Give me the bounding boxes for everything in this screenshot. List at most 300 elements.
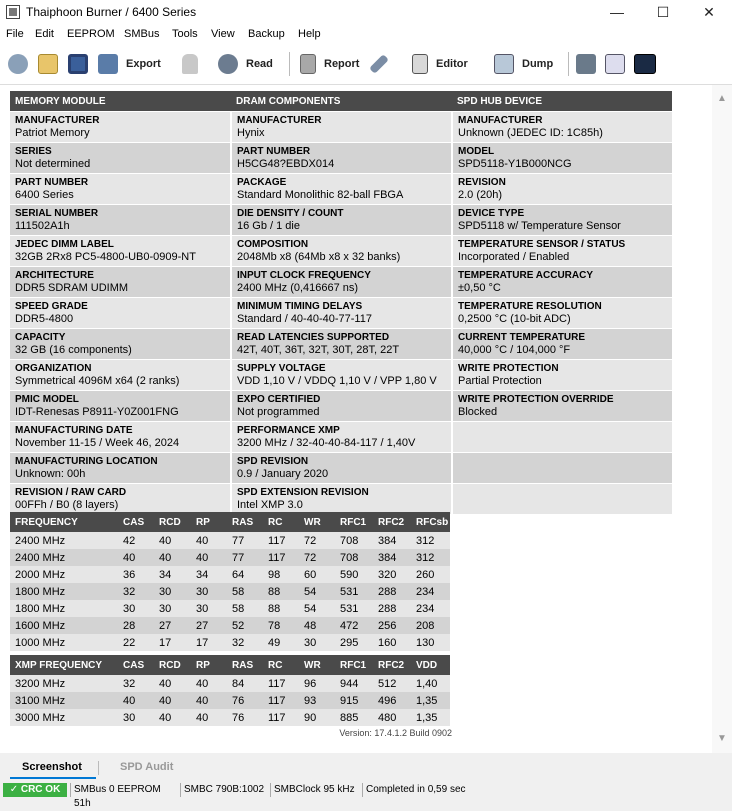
field-label: ARCHITECTURE bbox=[15, 270, 94, 281]
jedec-timings-table bbox=[10, 512, 450, 651]
table-cell: 58 bbox=[227, 583, 263, 600]
menu-tools[interactable]: Tools bbox=[172, 28, 198, 40]
xmp-row bbox=[10, 675, 450, 692]
export-button[interactable]: Export bbox=[98, 52, 161, 76]
timing-row bbox=[10, 549, 450, 566]
field-value: 16 Gb / 1 die bbox=[237, 220, 300, 232]
table-cell: 77 bbox=[227, 549, 263, 566]
tab-spd-audit[interactable]: SPD Audit bbox=[120, 761, 174, 773]
field-value: SPD5118-Y1B000NCG bbox=[458, 158, 572, 170]
table-cell: 90 bbox=[299, 709, 335, 726]
cog-icon bbox=[8, 54, 28, 74]
table-cell: 3100 MHz bbox=[10, 692, 118, 709]
table-cell: 2400 MHz bbox=[10, 549, 118, 566]
table-cell: 36 bbox=[118, 566, 154, 583]
table-cell: 34 bbox=[154, 566, 191, 583]
smbus-status: SMBus 0 EEPROM 51h bbox=[70, 783, 178, 797]
table-cell: 30 bbox=[191, 600, 227, 617]
table-cell: 32 bbox=[118, 583, 154, 600]
spd-cell bbox=[10, 360, 231, 391]
completion-status: Completed in 0,59 sec bbox=[362, 783, 728, 797]
monitor-button[interactable] bbox=[634, 52, 656, 76]
column-header: RFC2 bbox=[373, 655, 411, 675]
table-cell: 76 bbox=[227, 692, 263, 709]
spd-cell bbox=[452, 112, 672, 143]
spd-cell bbox=[231, 205, 452, 236]
table-cell: 885 bbox=[335, 709, 373, 726]
column-header: RFCsb bbox=[411, 512, 450, 532]
report-panel bbox=[0, 85, 712, 753]
spd-cell bbox=[10, 205, 231, 236]
field-value: Standard Monolithic 82-ball FBGA bbox=[237, 189, 404, 201]
maximize-button[interactable]: ☐ bbox=[656, 4, 670, 20]
field-label: WRITE PROTECTION bbox=[458, 363, 559, 374]
table-cell: 88 bbox=[263, 583, 299, 600]
spd-cell bbox=[10, 143, 231, 174]
table-cell: 288 bbox=[373, 600, 411, 617]
spd-row bbox=[10, 360, 672, 391]
field-value: Partial Protection bbox=[458, 375, 542, 387]
folder-icon bbox=[38, 54, 58, 74]
table-cell: 40 bbox=[191, 532, 227, 549]
field-label: WRITE PROTECTION OVERRIDE bbox=[458, 394, 614, 405]
spd-cell bbox=[231, 174, 452, 205]
table-cell: 1800 MHz bbox=[10, 600, 118, 617]
field-value: Blocked bbox=[458, 406, 498, 418]
version-label: Version: 17.4.1.2 Build 0902 bbox=[339, 728, 452, 738]
table-cell: 40 bbox=[191, 675, 227, 692]
spd-cell bbox=[231, 143, 452, 174]
field-label: REVISION / RAW CARD bbox=[15, 487, 127, 498]
spd-cell bbox=[231, 360, 452, 391]
field-value: Standard / 40-40-40-77-117 bbox=[237, 313, 372, 325]
table-cell: 384 bbox=[373, 549, 411, 566]
column-header: RP bbox=[191, 655, 227, 675]
toolbar-separator bbox=[289, 52, 290, 76]
table-cell: 708 bbox=[335, 549, 373, 566]
field-value: 111502A1h bbox=[15, 220, 70, 232]
column-header: RAS bbox=[227, 512, 263, 532]
spd-row bbox=[10, 236, 672, 267]
spd-cell bbox=[10, 298, 231, 329]
field-value: Unknown: 00h bbox=[15, 468, 86, 480]
table-cell: 30 bbox=[191, 583, 227, 600]
table-cell: 3000 MHz bbox=[10, 709, 118, 726]
lock-button[interactable] bbox=[182, 52, 198, 76]
table-cell: 17 bbox=[154, 634, 191, 651]
spd-cell bbox=[10, 453, 231, 484]
field-value: Symmetrical 4096M x64 (2 ranks) bbox=[15, 375, 180, 387]
field-value: Not determined bbox=[15, 158, 91, 170]
wrench-icon bbox=[369, 54, 389, 74]
field-value: 32 GB (16 components) bbox=[15, 344, 132, 356]
menu-help[interactable]: Help bbox=[298, 28, 321, 40]
table-cell: 58 bbox=[227, 600, 263, 617]
table-cell: 40 bbox=[191, 692, 227, 709]
field-label: MANUFACTURER bbox=[15, 115, 100, 126]
column-header: RFC1 bbox=[335, 655, 373, 675]
table-cell: 48 bbox=[299, 617, 335, 634]
field-value: H5CG48?EBDX014 bbox=[237, 158, 335, 170]
spd-info-table bbox=[10, 91, 672, 514]
table-cell: 1,35 bbox=[411, 692, 450, 709]
table-cell: 1800 MHz bbox=[10, 583, 118, 600]
table-cell: 260 bbox=[411, 566, 450, 583]
timing-row bbox=[10, 583, 450, 600]
menu-smbus[interactable]: SMBus bbox=[124, 28, 160, 40]
field-value: 0.9 / January 2020 bbox=[237, 468, 329, 480]
spd-cell bbox=[10, 267, 231, 298]
table-cell: 312 bbox=[411, 532, 450, 549]
field-label: CAPACITY bbox=[15, 332, 66, 343]
column-header: RFC2 bbox=[373, 512, 411, 532]
vertical-scrollbar[interactable] bbox=[712, 85, 732, 753]
spd-row bbox=[10, 298, 672, 329]
spd-cell bbox=[10, 329, 231, 360]
field-label: JEDEC DIMM LABEL bbox=[15, 239, 114, 250]
table-cell: 472 bbox=[335, 617, 373, 634]
table-cell: 40 bbox=[154, 549, 191, 566]
smbc-status: SMBC 790B:1002 bbox=[180, 783, 268, 797]
table-cell: 34 bbox=[191, 566, 227, 583]
table-cell: 72 bbox=[299, 549, 335, 566]
spd-row bbox=[10, 205, 672, 236]
spd-cell bbox=[10, 484, 231, 515]
field-label: INPUT CLOCK FREQUENCY bbox=[237, 270, 371, 281]
spd-cell bbox=[231, 484, 452, 515]
smbclock-status: SMBClock 95 kHz bbox=[270, 783, 360, 797]
timing-row bbox=[10, 617, 450, 634]
spd-cell bbox=[452, 298, 672, 329]
timing-row bbox=[10, 634, 450, 651]
spd-cell bbox=[10, 391, 231, 422]
field-label: SPD REVISION bbox=[237, 456, 309, 467]
column-header: XMP FREQUENCY bbox=[10, 655, 118, 675]
table-cell: 32 bbox=[227, 634, 263, 651]
field-label: DIE DENSITY / COUNT bbox=[237, 208, 344, 219]
tools-button[interactable] bbox=[375, 52, 383, 76]
field-label: MANUFACTURER bbox=[458, 115, 543, 126]
field-value: 2400 MHz (0,416667 ns) bbox=[237, 282, 359, 294]
spd-cell bbox=[452, 422, 672, 453]
table-cell: 496 bbox=[373, 692, 411, 709]
table-cell: 42 bbox=[118, 532, 154, 549]
spd-cell bbox=[231, 391, 452, 422]
field-label: SPD EXTENSION REVISION bbox=[237, 487, 369, 498]
field-value: 6400 Series bbox=[15, 189, 74, 201]
table-cell: 49 bbox=[263, 634, 299, 651]
bottom-tabs bbox=[0, 753, 732, 781]
field-value: Not programmed bbox=[237, 406, 320, 418]
copy-icon bbox=[605, 54, 625, 74]
table-cell: 512 bbox=[373, 675, 411, 692]
lock-icon bbox=[182, 54, 198, 74]
dump-button[interactable]: Dump bbox=[494, 52, 553, 76]
field-value: Hynix bbox=[237, 127, 265, 139]
spd-cell bbox=[10, 422, 231, 453]
minimize-button[interactable]: — bbox=[610, 4, 624, 20]
spd-cell bbox=[452, 143, 672, 174]
field-value: 00FFh / B0 (8 layers) bbox=[15, 499, 119, 511]
table-cell: 40 bbox=[191, 709, 227, 726]
spd-cell bbox=[10, 112, 231, 143]
table-cell: 3200 MHz bbox=[10, 675, 118, 692]
field-label: TEMPERATURE ACCURACY bbox=[458, 270, 593, 281]
field-value: 32GB 2Rx8 PC5-4800-UB0-0909-NT bbox=[15, 251, 196, 263]
table-cell: 2000 MHz bbox=[10, 566, 118, 583]
table-cell: 320 bbox=[373, 566, 411, 583]
floppy-icon bbox=[68, 54, 88, 74]
field-label: SERIES bbox=[15, 146, 52, 157]
table-cell: 915 bbox=[335, 692, 373, 709]
xmp-timings-table bbox=[10, 655, 450, 726]
field-value: Patriot Memory bbox=[15, 127, 90, 139]
table-cell: 54 bbox=[299, 583, 335, 600]
field-value: DDR5-4800 bbox=[15, 313, 74, 325]
spd-row bbox=[10, 391, 672, 422]
spd-cell bbox=[231, 453, 452, 484]
column-header: VDD bbox=[411, 655, 450, 675]
column-header: RCD bbox=[154, 512, 191, 532]
table-cell: 30 bbox=[118, 709, 154, 726]
table-cell: 2400 MHz bbox=[10, 532, 118, 549]
table-cell: 52 bbox=[227, 617, 263, 634]
column-header: DRAM COMPONENTS bbox=[231, 91, 452, 112]
table-cell: 40 bbox=[154, 675, 191, 692]
table-cell: 40 bbox=[118, 549, 154, 566]
spd-cell bbox=[10, 174, 231, 205]
menu-edit[interactable]: Edit bbox=[35, 28, 54, 40]
column-header: RC bbox=[263, 512, 299, 532]
field-label: DEVICE TYPE bbox=[458, 208, 525, 219]
table-cell: 1600 MHz bbox=[10, 617, 118, 634]
column-header: RC bbox=[263, 655, 299, 675]
spd-cell bbox=[452, 484, 672, 515]
table-cell: 88 bbox=[263, 600, 299, 617]
xmp-row bbox=[10, 709, 450, 726]
table-cell: 1000 MHz bbox=[10, 634, 118, 651]
hardware-button[interactable] bbox=[8, 52, 28, 76]
column-header: WR bbox=[299, 655, 335, 675]
column-header: RAS bbox=[227, 655, 263, 675]
field-value: Unknown (JEDEC ID: 1C85h) bbox=[458, 127, 603, 139]
toolbar-separator bbox=[568, 52, 569, 76]
read-icon bbox=[218, 54, 238, 74]
table-cell: 30 bbox=[299, 634, 335, 651]
menu-view[interactable]: View bbox=[211, 28, 235, 40]
field-label: MANUFACTURING DATE bbox=[15, 425, 133, 436]
app-icon bbox=[6, 5, 20, 19]
field-label: PERFORMANCE XMP bbox=[237, 425, 340, 436]
spd-cell bbox=[452, 329, 672, 360]
waveform-icon bbox=[634, 54, 656, 74]
table-cell: 208 bbox=[411, 617, 450, 634]
field-value: 2.0 (20h) bbox=[458, 189, 503, 201]
open-button[interactable] bbox=[38, 52, 58, 76]
table-cell: 40 bbox=[154, 709, 191, 726]
field-value: 2048Mb x8 (64Mb x8 x 32 banks) bbox=[237, 251, 401, 263]
export-icon bbox=[98, 54, 118, 74]
table-cell: 54 bbox=[299, 600, 335, 617]
table-cell: 590 bbox=[335, 566, 373, 583]
table-cell: 93 bbox=[299, 692, 335, 709]
close-button[interactable]: ✕ bbox=[703, 4, 715, 20]
screenshot-button[interactable] bbox=[576, 52, 596, 76]
field-value: Intel XMP 3.0 bbox=[237, 499, 303, 511]
spd-cell bbox=[452, 453, 672, 484]
timing-row bbox=[10, 566, 450, 583]
spd-row bbox=[10, 484, 672, 515]
read-button[interactable]: Read bbox=[218, 52, 273, 76]
editor-icon bbox=[412, 54, 428, 74]
table-cell: 40 bbox=[118, 692, 154, 709]
table-cell: 96 bbox=[299, 675, 335, 692]
field-label: MODEL bbox=[458, 146, 495, 157]
table-cell: 72 bbox=[299, 532, 335, 549]
column-header: RCD bbox=[154, 655, 191, 675]
spd-cell bbox=[231, 329, 452, 360]
table-cell: 1,35 bbox=[411, 709, 450, 726]
field-value: 42T, 40T, 36T, 32T, 30T, 28T, 22T bbox=[237, 344, 400, 356]
active-tab-indicator bbox=[10, 777, 96, 779]
table-cell: 78 bbox=[263, 617, 299, 634]
column-header: RFC1 bbox=[335, 512, 373, 532]
table-cell: 117 bbox=[263, 532, 299, 549]
menu-bar bbox=[0, 24, 732, 44]
table-cell: 256 bbox=[373, 617, 411, 634]
field-value: 40,000 °C / 104,000 °F bbox=[458, 344, 571, 356]
field-label: COMPOSITION bbox=[237, 239, 309, 250]
column-header: CAS bbox=[118, 655, 154, 675]
timing-row bbox=[10, 600, 450, 617]
spd-cell bbox=[231, 298, 452, 329]
field-label: PART NUMBER bbox=[237, 146, 311, 157]
spd-cell bbox=[231, 267, 452, 298]
column-header: SPD HUB DEVICE bbox=[452, 91, 672, 112]
xmp-row bbox=[10, 692, 450, 709]
field-label: TEMPERATURE RESOLUTION bbox=[458, 301, 602, 312]
column-header: FREQUENCY bbox=[10, 512, 118, 532]
spd-row bbox=[10, 453, 672, 484]
table-cell: 40 bbox=[191, 549, 227, 566]
field-label: MANUFACTURER bbox=[237, 115, 322, 126]
spd-cell bbox=[452, 236, 672, 267]
menu-file[interactable]: File bbox=[6, 28, 24, 40]
spd-row bbox=[10, 267, 672, 298]
field-label: ORGANIZATION bbox=[15, 363, 92, 374]
field-value: IDT-Renesas P8911-Y0Z001FNG bbox=[15, 406, 179, 418]
field-value: VDD 1,10 V / VDDQ 1,10 V / VPP 1,80 V bbox=[237, 375, 437, 387]
field-label: READ LATENCIES SUPPORTED bbox=[237, 332, 390, 343]
spd-cell bbox=[231, 422, 452, 453]
field-label: MINIMUM TIMING DELAYS bbox=[237, 301, 363, 312]
table-cell: 30 bbox=[154, 600, 191, 617]
table-cell: 27 bbox=[191, 617, 227, 634]
spd-row bbox=[10, 143, 672, 174]
field-value: ±0,50 °C bbox=[458, 282, 501, 294]
field-label: SPEED GRADE bbox=[15, 301, 88, 312]
table-cell: 84 bbox=[227, 675, 263, 692]
table-cell: 117 bbox=[263, 692, 299, 709]
field-label: MANUFACTURING LOCATION bbox=[15, 456, 158, 467]
field-label: PART NUMBER bbox=[15, 177, 89, 188]
field-label: REVISION bbox=[458, 177, 506, 188]
scroll-down-icon[interactable]: ▼ bbox=[717, 733, 727, 744]
table-cell: 98 bbox=[263, 566, 299, 583]
scroll-up-icon[interactable]: ▲ bbox=[717, 93, 727, 104]
column-header: WR bbox=[299, 512, 335, 532]
field-value: DDR5 SDRAM UDIMM bbox=[15, 282, 129, 294]
field-label: TEMPERATURE SENSOR / STATUS bbox=[458, 239, 626, 250]
table-cell: 944 bbox=[335, 675, 373, 692]
field-label: EXPO CERTIFIED bbox=[237, 394, 321, 405]
crc-status-badge: ✓ CRC OK bbox=[3, 783, 67, 797]
tab-separator bbox=[98, 761, 99, 775]
spd-cell bbox=[452, 360, 672, 391]
table-cell: 384 bbox=[373, 532, 411, 549]
table-cell: 531 bbox=[335, 600, 373, 617]
table-cell: 130 bbox=[411, 634, 450, 651]
spd-cell bbox=[231, 236, 452, 267]
table-cell: 28 bbox=[118, 617, 154, 634]
spd-row bbox=[10, 174, 672, 205]
table-cell: 40 bbox=[154, 532, 191, 549]
tab-screenshot[interactable]: Screenshot bbox=[22, 761, 82, 773]
table-cell: 76 bbox=[227, 709, 263, 726]
table-cell: 708 bbox=[335, 532, 373, 549]
field-label: PACKAGE bbox=[237, 177, 287, 188]
field-value: 0,2500 °C (10-bit ADC) bbox=[458, 313, 571, 325]
spd-cell bbox=[231, 112, 452, 143]
field-label: CURRENT TEMPERATURE bbox=[458, 332, 586, 343]
field-value: 3200 MHz / 32-40-40-84-117 / 1,40V bbox=[237, 437, 416, 449]
table-cell: 17 bbox=[191, 634, 227, 651]
table-cell: 64 bbox=[227, 566, 263, 583]
menu-backup[interactable]: Backup bbox=[248, 28, 285, 40]
table-cell: 160 bbox=[373, 634, 411, 651]
editor-button[interactable]: Editor bbox=[412, 52, 468, 76]
spd-cell bbox=[452, 391, 672, 422]
spd-cell bbox=[10, 236, 231, 267]
field-label: SERIAL NUMBER bbox=[15, 208, 99, 219]
table-cell: 30 bbox=[154, 583, 191, 600]
field-label: SUPPLY VOLTAGE bbox=[237, 363, 326, 374]
table-cell: 117 bbox=[263, 675, 299, 692]
toolbar bbox=[0, 44, 732, 85]
copy-button[interactable] bbox=[605, 52, 625, 76]
spd-row bbox=[10, 329, 672, 360]
table-cell: 60 bbox=[299, 566, 335, 583]
report-button[interactable]: Report bbox=[300, 52, 359, 76]
table-cell: 77 bbox=[227, 532, 263, 549]
field-value: SPD5118 w/ Temperature Sensor bbox=[458, 220, 621, 232]
table-cell: 40 bbox=[154, 692, 191, 709]
table-cell: 295 bbox=[335, 634, 373, 651]
field-value: November 11-15 / Week 46, 2024 bbox=[15, 437, 180, 449]
table-cell: 117 bbox=[263, 549, 299, 566]
title-bar bbox=[0, 0, 732, 24]
save-button[interactable] bbox=[68, 52, 88, 76]
status-bar bbox=[0, 781, 732, 809]
menu-eeprom[interactable]: EEPROM bbox=[67, 28, 115, 40]
table-cell: 30 bbox=[118, 600, 154, 617]
table-cell: 312 bbox=[411, 549, 450, 566]
table-cell: 531 bbox=[335, 583, 373, 600]
spd-row bbox=[10, 112, 672, 143]
spd-cell bbox=[452, 267, 672, 298]
table-cell: 234 bbox=[411, 583, 450, 600]
table-cell: 27 bbox=[154, 617, 191, 634]
